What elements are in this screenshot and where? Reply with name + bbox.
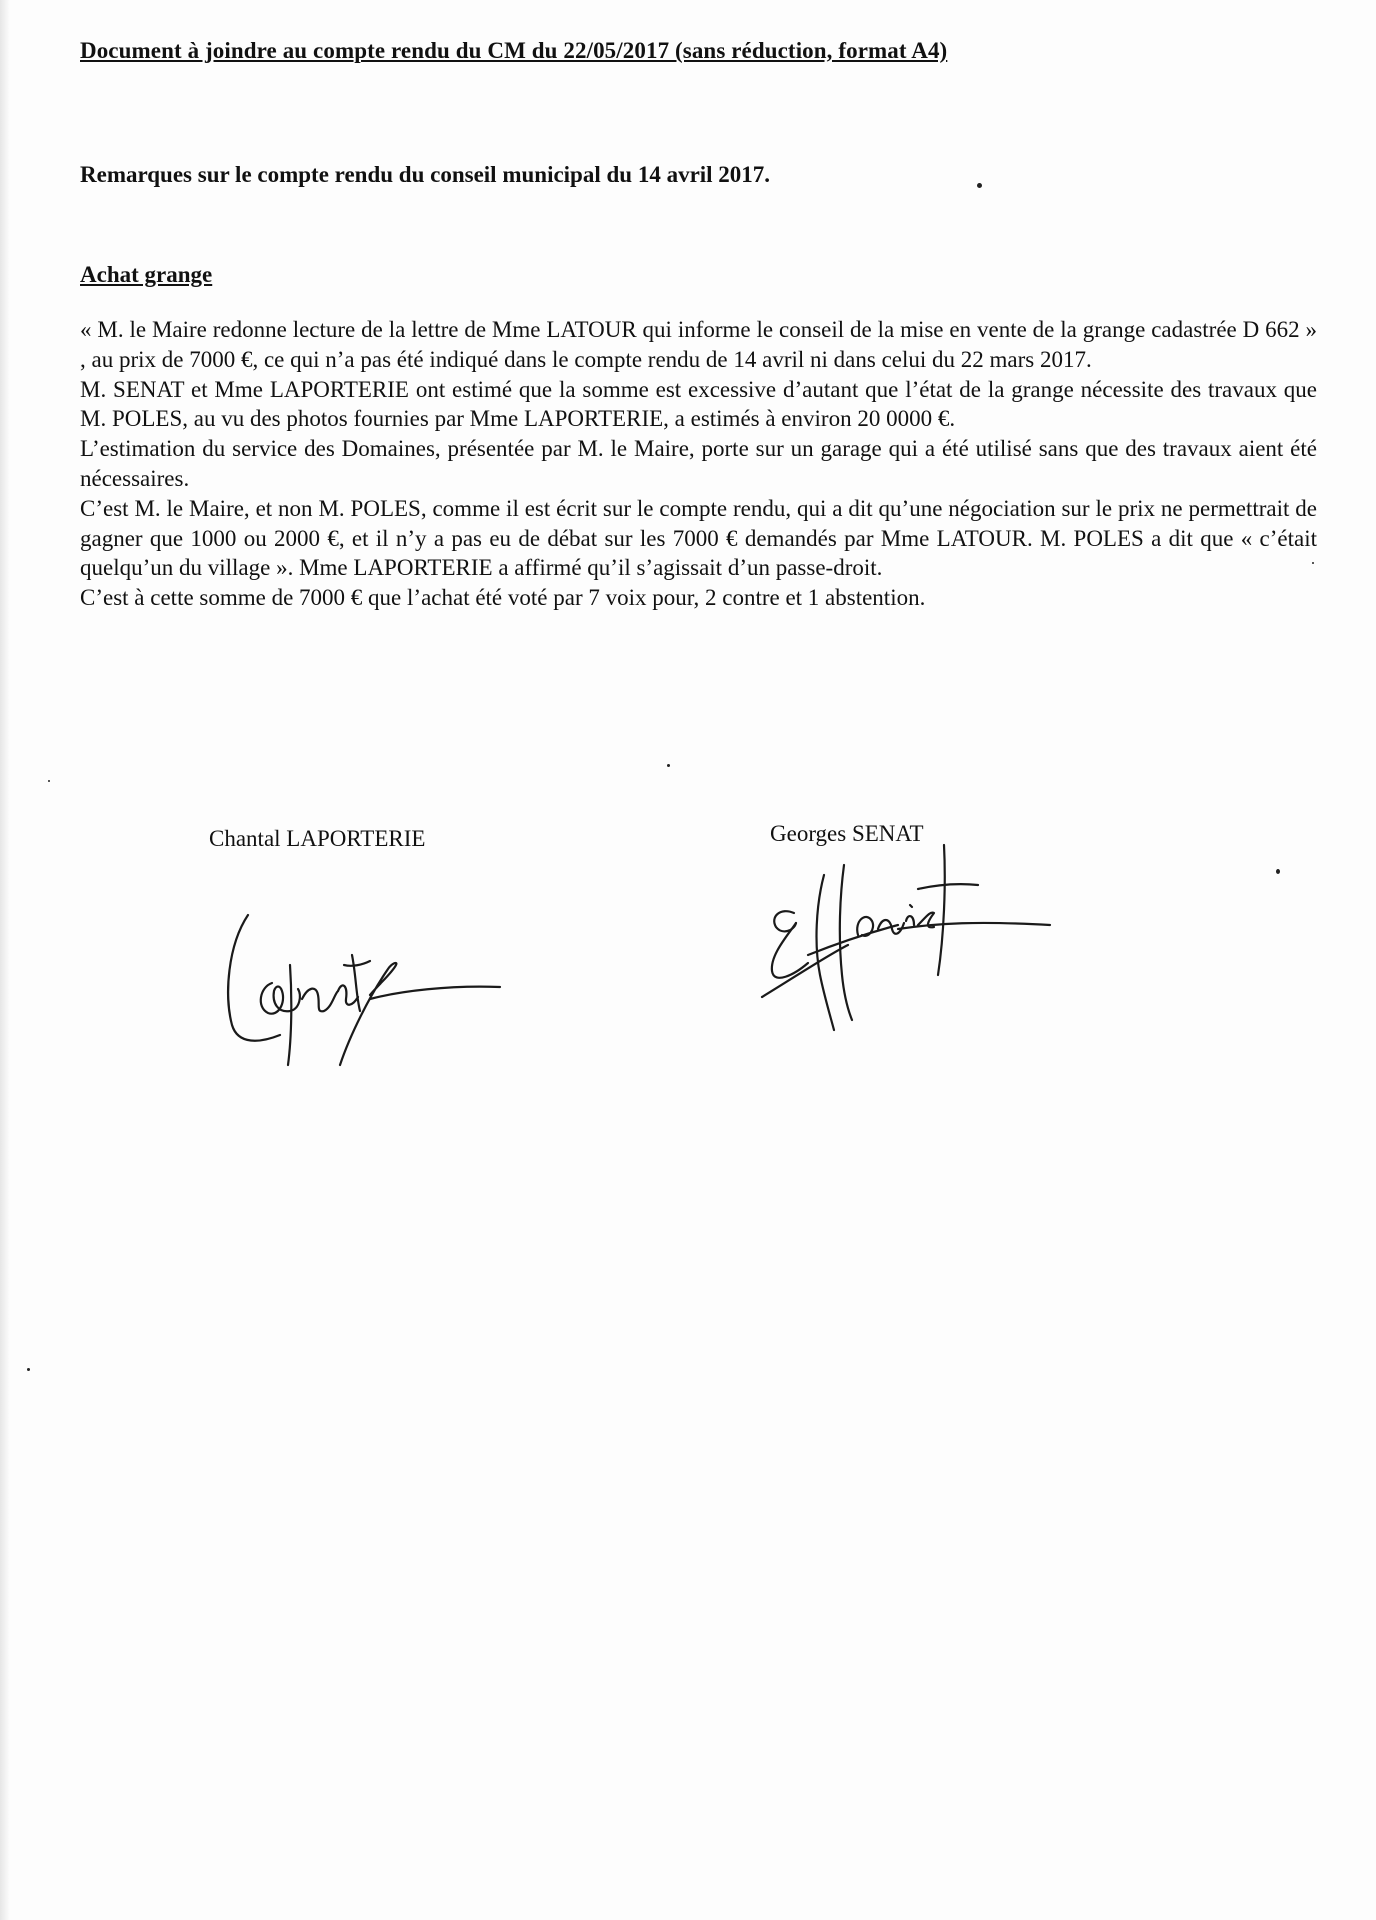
document-subject: Remarques sur le compte rendu du conseil municipal du 14 avril 2017. xyxy=(80,162,771,187)
scan-speck xyxy=(27,1368,30,1371)
paragraph: M. SENAT et Mme LAPORTERIE ont estimé que la somme est excessive d’autant que l’état de la grange nécessite des travaux que M. POLES, au vu des photos fournies par Mme LAPORTERIE, a estimés à environ 20 0000 €. xyxy=(80,376,1317,432)
scan-speck xyxy=(977,183,982,188)
body-text xyxy=(80,315,1317,613)
scan-speck xyxy=(48,780,50,782)
scan-speck xyxy=(1312,562,1314,564)
scan-speck xyxy=(667,764,670,767)
section-title: Achat grange xyxy=(80,262,213,287)
scan-edge-shadow xyxy=(0,0,10,1920)
paragraph: « M. le Maire redonne lecture de la lettre de Mme LATOUR qui informe le conseil de la mise en vente de la grange cadastrée D 662 » , au prix de 7000 €, ce qui n’a pas été indiqué dans le compte rendu de 14 avril ni dans celui du 22 mars 2017. xyxy=(80,317,1317,372)
paragraph: C’est M. le Maire, et non M. POLES, comme il est écrit sur le compte rendu, qui a dit qu’une négociation sur le prix ne permettrait de gagner que 1000 ou 2000 €, et il n’y a pas eu de débat sur les 7000 € demandés par Mme LATOUR. M. POLES a dit que « c’était quelqu’un du village ». Mme LAPORTERIE a affirmé qu’il s’agissait d’un passe-droit. xyxy=(80,495,1317,581)
paragraph: C’est à cette somme de 7000 € que l’achat été voté par 7 voix pour, 2 contre et 1 abstention. xyxy=(80,585,926,611)
header-note: Document à joindre au compte rendu du CM du 22/05/2017 (sans réduction, format A4) xyxy=(80,38,948,63)
handwritten-signature-icon xyxy=(220,895,510,1075)
scan-speck xyxy=(1276,869,1280,874)
signatory-name-laporterie: Chantal LAPORTERIE xyxy=(209,826,426,851)
handwritten-signature-icon xyxy=(758,825,1058,1040)
signatory-name-senat: Georges SENAT xyxy=(770,821,924,846)
paragraph: L’estimation du service des Domaines, présentée par M. le Maire, porte sur un garage qui a été utilisé sans que des travaux aient été nécessaires. xyxy=(80,436,1317,491)
